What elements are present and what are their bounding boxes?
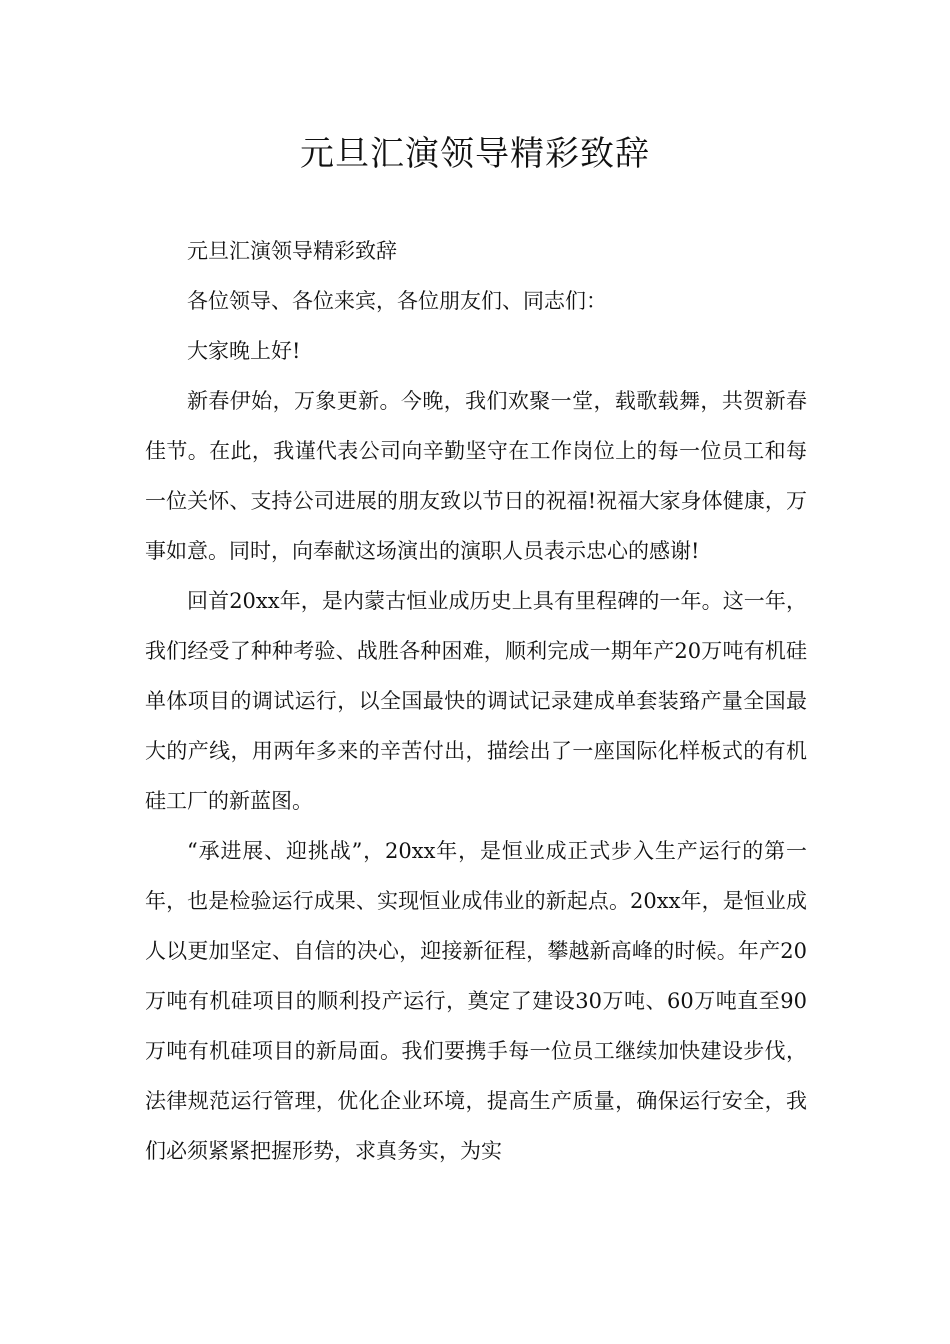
paragraph-heading: 元旦汇演领导精彩致辞 — [187, 239, 397, 263]
paragraph-review: 回首20xx年，是内蒙古恒业成历史上具有里程碑的一年。这一年，我们经受了种种考验、战胜各种困难，顺利完成一期年产20万吨有机硅单体项目的调试运行，以全国最快的调试记录建成单套装臵产量全国最大的产线，用两年多来的辛苦付出，描绘出了一座国际化样板式的有机硅工厂的新蓝图。 — [145, 589, 807, 813]
paragraph-new-year: 新春伊始，万象更新。今晚，我们欢聚一堂，载歌载舞，共贺新春佳节。在此，我谨代表公司向辛勤坚守在工作岗位上的每一位员工和每一位关怀、支持公司进展的朋友致以节日的祝福!祝福大家身体健康，万事如意。同时，向奉献这场演出的演职人员表示忠心的感谢! — [145, 389, 807, 563]
paragraph-outlook: “承进展、迎挑战”，20xx年，是恒业成正式步入生产运行的第一年，也是检验运行成果、实现恒业成伟业的新起点。20xx年，是恒业成人以更加坚定、自信的决心，迎接新征程，攀越新高峰的时候。年产20万吨有机硅项目的顺利投产运行，奠定了建设30万吨、60万吨直至90万吨有机硅项目的新局面。我们要携手每一位员工继续加快建设步伐，法律规范运行管理，优化企业环境，提高生产质量，确保运行安全，我们必须紧紧把握形势，求真务实，为实 — [145, 839, 807, 1163]
paragraph-greeting: 大家晚上好! — [187, 339, 301, 363]
paragraph-salutation: 各位领导、各位来宾，各位朋友们、同志们： — [187, 289, 607, 313]
document-title: 元旦汇演领导精彩致辞 — [300, 134, 650, 174]
document-body — [145, 226, 807, 1176]
